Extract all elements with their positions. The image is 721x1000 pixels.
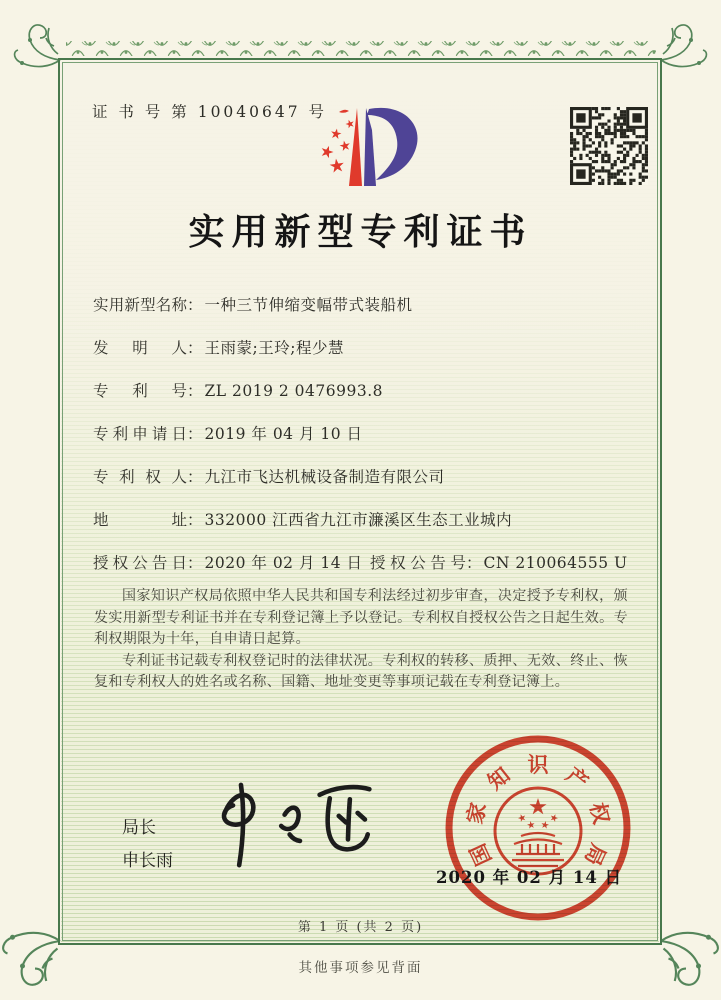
field-label: 实用新型名称 xyxy=(93,296,187,314)
seal-char: 知 xyxy=(482,761,515,795)
seal-char: 产 xyxy=(561,761,594,795)
field-row xyxy=(93,425,653,444)
field-colon: ： xyxy=(187,511,203,529)
back-note: 其他事项参见背面 xyxy=(298,960,423,976)
field-value: CN 210064555 U xyxy=(483,554,628,572)
page-number: 第 1 页 (共 2 页) xyxy=(297,920,424,935)
field-row-grant xyxy=(93,554,653,573)
field-value: 2019 年 04 月 10 日 xyxy=(204,425,363,443)
field-value: 九江市飞达机械设备制造有限公司 xyxy=(204,468,445,486)
field-value: 2020 年 02 月 14 日 xyxy=(204,554,363,572)
field-colon: ： xyxy=(187,554,203,572)
field-colon: ： xyxy=(187,339,203,357)
field-label: 专利权人 xyxy=(93,468,187,486)
cnipa-logo-icon xyxy=(295,102,425,199)
field-label: 授权公告号 xyxy=(370,554,466,572)
field-value: 王雨蒙;王玲;程少慧 xyxy=(204,339,344,357)
legal-text xyxy=(94,586,628,694)
field-row xyxy=(93,382,653,401)
seal-char: 局 xyxy=(579,840,612,870)
field-row xyxy=(93,296,653,315)
legal-paragraph: 国家知识产权局依照中华人民共和国专利法经过初步审查，决定授予专利权，颁发实用新型专利证书并在专利登记簿上予以登记。专利权自授权公告之日起生效。专利权期限为十年，自申请日起算。 xyxy=(94,588,628,647)
field-list xyxy=(93,296,653,597)
field-colon: ： xyxy=(466,554,482,572)
signer-title: 局长 xyxy=(122,818,156,838)
qr-code xyxy=(570,107,648,185)
seal-char: 识 xyxy=(527,752,549,777)
seal-char: 权 xyxy=(585,800,615,827)
certificate-title: 实用新型专利证书 xyxy=(188,211,533,253)
certificate-number: 证 书 号 第 10040647 号 xyxy=(92,103,328,121)
field-label: 授权公告日 xyxy=(93,554,187,572)
field-colon: ： xyxy=(187,296,203,314)
grant-number-pair xyxy=(370,554,628,573)
field-label: 专利号 xyxy=(93,382,187,400)
field-value: ZL 2019 2 0476993.8 xyxy=(204,382,383,400)
signature-icon xyxy=(203,772,393,872)
signer-name: 申长雨 xyxy=(122,851,173,871)
field-row xyxy=(93,511,653,530)
legal-paragraph: 专利证书记载专利权登记时的法律状况。专利权的转移、质押、无效、终止、恢复和专利权人的姓名或名称、国籍、地址变更等事项记载在专利登记簿上。 xyxy=(94,652,628,690)
field-row xyxy=(93,339,653,358)
official-seal xyxy=(438,728,638,928)
field-colon: ： xyxy=(187,468,203,486)
field-label: 发明人 xyxy=(93,339,187,357)
field-colon: ： xyxy=(187,425,203,443)
field-value: 332000 江西省九江市濂溪区生态工业城内 xyxy=(204,511,513,529)
field-label: 地址 xyxy=(93,511,187,529)
seal-date: 2020 年 02 月 14 日 xyxy=(436,868,623,887)
field-row xyxy=(93,468,653,487)
signer-block xyxy=(122,812,173,878)
field-value: 一种三节伸缩变幅带式装船机 xyxy=(204,296,413,314)
field-colon: ： xyxy=(187,382,203,400)
seal-char: 家 xyxy=(461,800,491,827)
field-label: 专利申请日 xyxy=(93,425,187,443)
seal-char: 国 xyxy=(464,840,497,870)
